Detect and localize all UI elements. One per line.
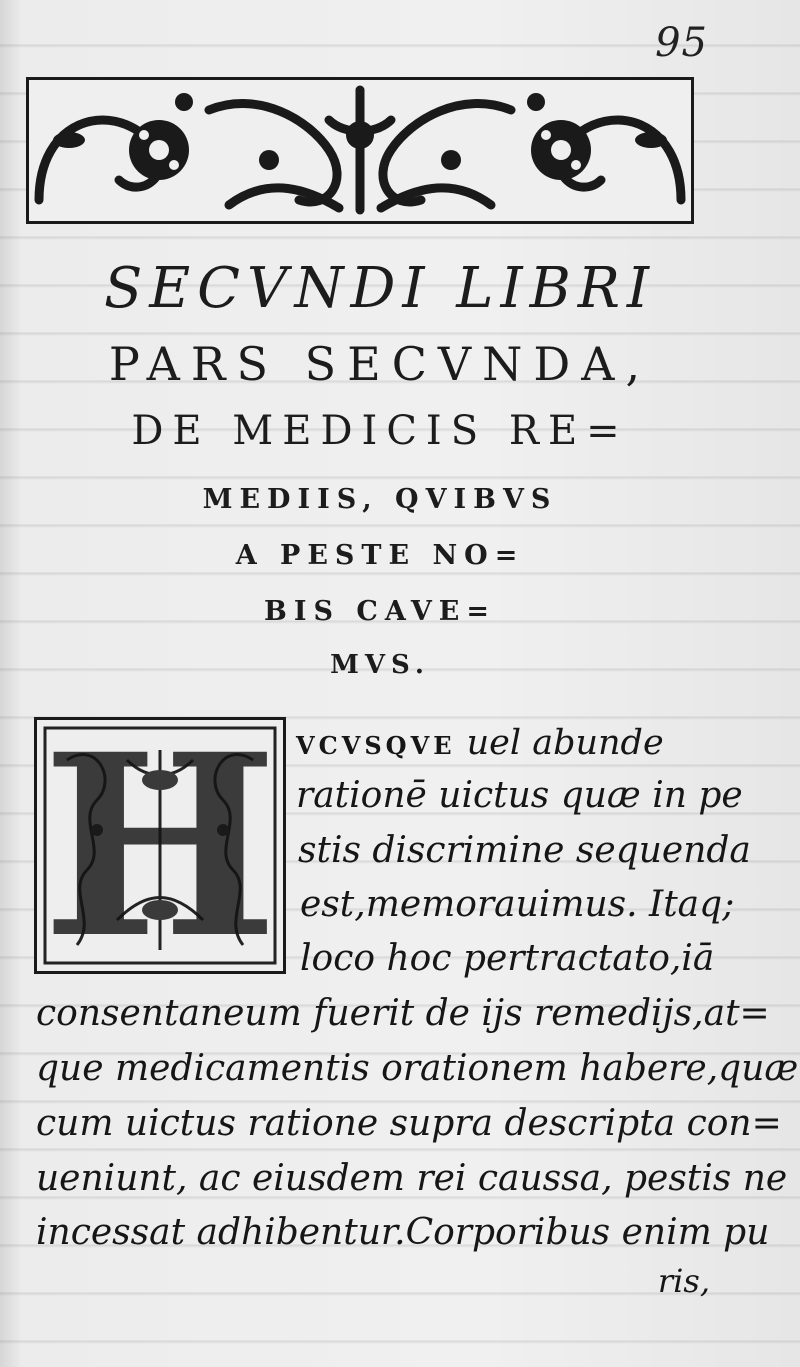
title-line-1: SECVNDI LIBRI <box>103 256 657 321</box>
decorated-initial <box>34 698 286 993</box>
page-number: 95 <box>655 20 708 66</box>
body-line-8: cum uictus ratione supra descripta con= <box>36 1103 782 1144</box>
body-line-1 <box>296 723 664 763</box>
title-line-3: DE MEDICIS RE= <box>131 408 629 454</box>
title-line-2: PARS SECVNDA, <box>108 337 652 391</box>
body-line-2: rationē uictus quæ in pe <box>296 775 743 816</box>
body-line-10: incessat adhibentur.Corporibus enim pu <box>36 1212 770 1253</box>
body-line-6: consentaneum fuerit de ijs remedijs,at= <box>36 993 770 1034</box>
body-line-3: stis discrimine sequenda <box>298 830 751 871</box>
title-line-4: MEDIIS, QVIBVS <box>202 484 558 515</box>
floral-header-band <box>26 77 694 224</box>
opening-small-caps: VCVSQVE <box>296 731 456 760</box>
floral-ornament-svg <box>29 80 691 221</box>
body-line-9: ueniunt, ac eiusdem rei caussa, pestis ne <box>36 1158 788 1199</box>
title-line-7: MVS. <box>330 650 430 680</box>
body-line-5: loco hoc pertractato,iā <box>300 938 715 979</box>
body-line-4: est,memorauimus. Itaq; <box>300 884 735 925</box>
initial-letter: H <box>41 698 279 993</box>
body-line-7: que medicamentis orationem habere,quæ <box>36 1048 799 1089</box>
body-line-1-text: uel abunde <box>455 723 664 763</box>
catchword: ris, <box>657 1262 710 1300</box>
title-line-6: BIS CAVE= <box>264 596 496 627</box>
title-line-5: A PESTE NO= <box>235 540 525 571</box>
